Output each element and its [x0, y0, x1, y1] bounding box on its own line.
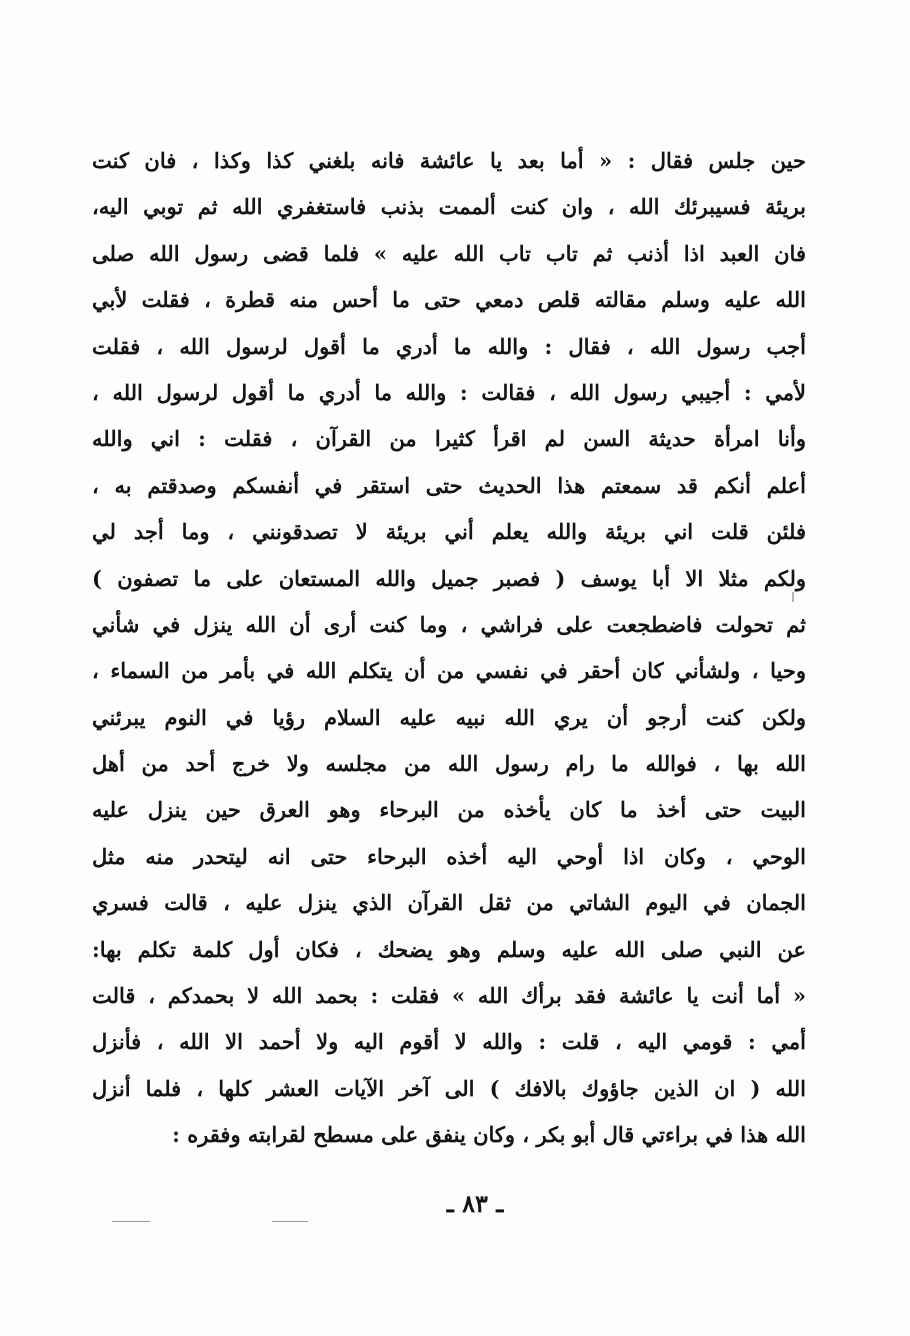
text-line-16: الوحي ، وكان اذا أوحي اليه أخذه البرحاء حتى انه ليتحدر منه مثل [92, 843, 806, 869]
text-line-4: الله عليه وسلم مقالته قلص دمعي حتى ما أحس منه قطرة ، فقلت لأبي [92, 287, 806, 313]
text-line-19: « أما أنت يا عائشة فقد برأك الله » فقلت : بحمد الله لا بحمدكم ، قالت [92, 983, 806, 1009]
scan-artifact-mark [112, 1221, 150, 1222]
scan-artifact-mark [272, 1221, 308, 1222]
text-line-13: ولكن كنت أرجو أن يري الله نبيه عليه السلام رؤيا في النوم يبرئني [92, 704, 806, 730]
text-line-10: ولكم مثلا الا أبا يوسف ( فصبر جميل والله المستعان على ما تصفون ) [92, 565, 806, 591]
text-line-14: الله بها ، فوالله ما رام رسول الله من مجلسه ولا خرج أحد من أهل [92, 751, 806, 777]
text-line-2: بريئة فسيبرئك الله ، وان كنت ألممت بذنب فاستغفري الله ثم توبي اليه، [92, 194, 806, 220]
text-line-18: عن النبي صلى الله عليه وسلم وهو يضحك ، فكان أول كلمة تكلم بها: [92, 936, 806, 962]
text-line-21: الله ( ان الذين جاؤوك بالافك ) الى آخر الآيات العشر كلها ، فلما أنزل [92, 1075, 806, 1101]
text-line-7: وأنا امرأة حديثة السن لم اقرأ كثيرا من القرآن ، فقلت : اني والله [92, 426, 806, 452]
text-line-3: فان العبد اذا أذنب ثم تاب تاب الله عليه » فلما قضى رسول الله صلى [92, 240, 806, 266]
text-line-22: الله هذا في براءتي قال أبو بكر ، وكان ينفق على مسطح لقرابته وفقره : [172, 1122, 806, 1148]
text-line-11: ثم تحولت فاضطجعت على فراشي ، وما كنت أرى أن الله ينزل في شأني [92, 611, 806, 637]
text-line-6: لأمي : أجيبي رسول الله ، فقالت : والله ما أدري ما أقول لرسول الله ، [92, 379, 806, 405]
text-line-20: أمي : قومي اليه ، قلت : والله لا أقوم اليه ولا أحمد الا الله ، فأنزل [92, 1029, 806, 1055]
text-line-17: الجمان في اليوم الشاتي من ثقل القرآن الذي ينزل عليه ، قالت فسري [92, 890, 806, 916]
text-line-15: البيت حتى أخذ ما كان يأخذه من البرحاء وهو العرق حين ينزل عليه [92, 797, 806, 823]
text-line-5: أجب رسول الله ، فقال : والله ما أدري ما أقول لرسول الله ، فقلت [92, 333, 806, 359]
text-line-1: حين جلس فقال : « أما بعد يا عائشة فانه بلغني كذا وكذا ، فان كنت [92, 148, 806, 173]
scan-artifact-mark [792, 592, 794, 602]
body-text [92, 138, 806, 1159]
page-number: ـ ٨٣ ـ [446, 1189, 504, 1218]
text-line-9: فلئن قلت اني بريئة والله يعلم أني بريئة لا تصدقونني ، وما أجد لي [92, 519, 806, 545]
text-line-12: وحيا ، ولشأني كان أحقر في نفسي من أن يتكلم الله في بأمر من السماء ، [92, 658, 806, 684]
text-line-8: أعلم أنكم قد سمعتم هذا الحديث حتى استقر في أنفسكم وصدقتم به ، [92, 472, 806, 498]
